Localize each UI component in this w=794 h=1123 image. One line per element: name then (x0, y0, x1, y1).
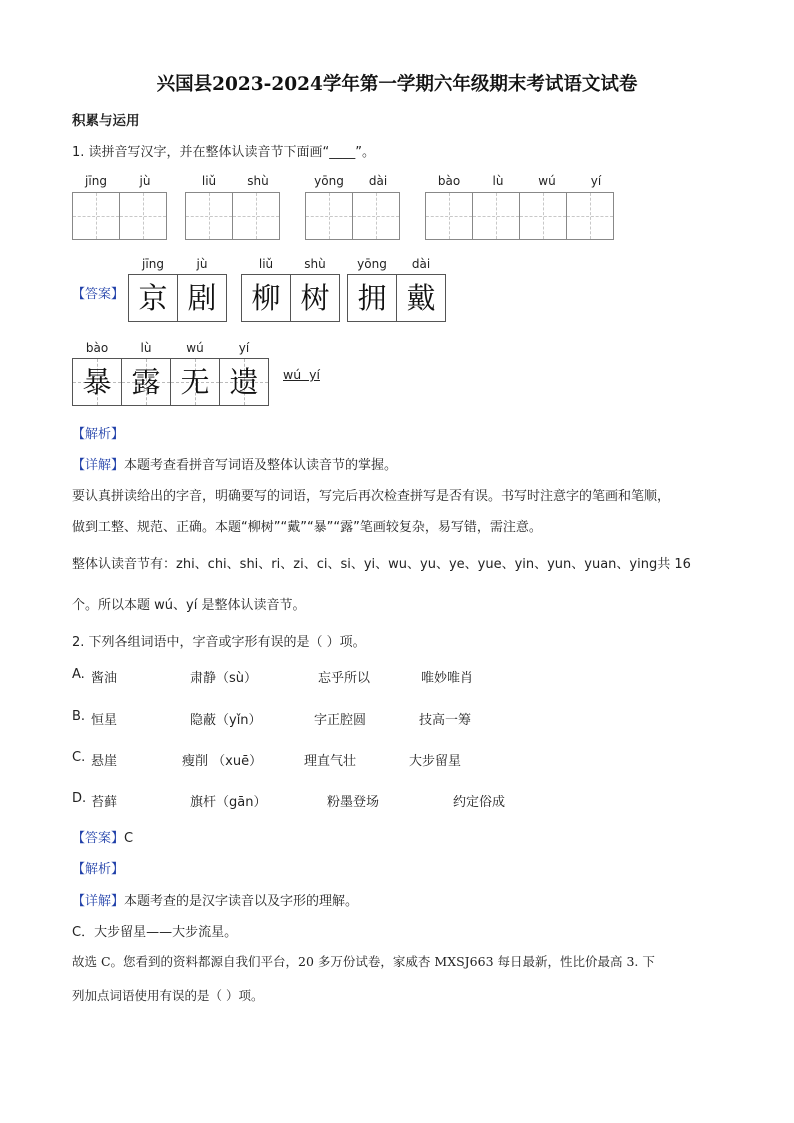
explanation-line: 做到工整、规范、正确。本题“柳树”“戴”“暴”“露”笔画较复杂，易写错，需注意。 (72, 520, 542, 535)
option-b-label: B. (72, 709, 86, 724)
q2-answer: 【答案】C (72, 831, 134, 846)
answer-char-cell: 遗 (219, 358, 269, 406)
page-title: 兴国县2023-2024学年第一学期六年级期末考试语文试卷 (156, 74, 638, 95)
writing-cell[interactable] (232, 192, 280, 240)
pinyin: liǔ (201, 174, 217, 188)
pinyin: lù (492, 174, 504, 188)
section-heading: 积累与运用 (72, 113, 140, 129)
q2-detail-line: 【详解】本题考查的是汉字读音以及字形的理解。 (72, 894, 359, 909)
pinyin: yōng (357, 257, 387, 271)
writing-cell[interactable] (305, 192, 353, 240)
pinyin: shù (247, 174, 269, 188)
pinyin: lù (140, 341, 152, 355)
option-d-word: 约定俗成 (453, 795, 506, 810)
pinyin: yí (238, 341, 250, 355)
writing-cell[interactable] (566, 192, 614, 240)
option-c-word: 理直气壮 (304, 754, 357, 769)
option-a-label: A. (72, 667, 85, 682)
q2-explanation-line: C．大步留星——大步流星。 (72, 925, 238, 940)
q2-stem: 2. 下列各组词语中，字音或字形有误的是（ ）项。 (72, 635, 366, 650)
option-c-word: 悬崖 (91, 754, 118, 769)
underlined-syllables: wú yí (283, 367, 320, 382)
q2-explanation-line: 故选 C。您看到的资料都源自我们平台，20 多万份试卷，家威杏 MXSJ663 每日最新，性比价最高 3. 下 (72, 954, 655, 969)
option-a-word: 酱油 (91, 671, 118, 686)
option-b-word: 恒星 (91, 713, 118, 728)
option-a-word: 唯妙唯肖 (421, 671, 474, 686)
q1-stem: 1. 读拼音写汉字，并在整体认读音节下面画“____”。 (72, 145, 376, 160)
option-d-word: 旗杆（gān） (190, 795, 267, 810)
pinyin: dài (368, 174, 388, 188)
pinyin: yí (590, 174, 602, 188)
writing-cell[interactable] (472, 192, 520, 240)
answer-char-cell: 剧 (177, 274, 227, 322)
explanation-line: 要认真拼读给出的字音，明确要写的词语，写完后再次检查拼写是否有误。书写时注意字的笔画和笔顺， (72, 489, 671, 504)
pinyin: bào (85, 341, 109, 355)
pinyin: jīng (85, 174, 107, 188)
explanation-line: 整体认读音节有：zhi、chi、shi、ri、zi、ci、si、yi、wu、yu、ye、yue、yin、yun、yuan、ying共 16 (72, 557, 691, 572)
writing-cell[interactable] (519, 192, 567, 240)
answer-char-cell: 暴 (72, 358, 122, 406)
writing-cell[interactable] (119, 192, 167, 240)
pinyin: wú (538, 174, 556, 188)
pinyin: wú (186, 341, 204, 355)
answer-label: 【答案】 (72, 287, 125, 302)
pinyin: jù (139, 174, 151, 188)
pinyin: dài (411, 257, 431, 271)
pinyin: jīng (142, 257, 164, 271)
answer-char-cell: 戴 (396, 274, 446, 322)
pinyin: jù (196, 257, 208, 271)
option-a-word: 忘乎所以 (318, 671, 371, 686)
q3-stem-line: 列加点词语使用有误的是（ ）项。 (72, 988, 264, 1003)
option-c-word: 瘦削 （xuē） (182, 754, 263, 769)
explanation-line: 个。所以本题 wú、yí 是整体认读音节。 (72, 598, 306, 613)
option-d-label: D. (72, 791, 87, 806)
answer-char-cell: 露 (121, 358, 171, 406)
answer-char-cell: 柳 (241, 274, 291, 322)
pinyin: bào (437, 174, 461, 188)
writing-cell[interactable] (352, 192, 400, 240)
writing-cell[interactable] (185, 192, 233, 240)
option-c-label: C. (72, 750, 86, 765)
pinyin: shù (304, 257, 326, 271)
option-b-word: 字正腔圆 (314, 713, 367, 728)
pinyin: liǔ (258, 257, 274, 271)
detail-line: 【详解】本题考查看拼音写词语及整体认读音节的掌握。 (72, 458, 398, 473)
option-b-word: 技高一筹 (419, 713, 472, 728)
q2-analysis-label: 【解析】 (72, 862, 125, 877)
option-c-word: 大步留星 (409, 754, 462, 769)
writing-cell[interactable] (425, 192, 473, 240)
option-d-word: 粉墨登场 (327, 795, 380, 810)
answer-char-cell: 拥 (347, 274, 397, 322)
pinyin: yōng (314, 174, 344, 188)
answer-char-cell: 无 (170, 358, 220, 406)
answer-char-cell: 树 (290, 274, 340, 322)
option-b-word: 隐蔽（yǐn） (190, 713, 262, 728)
option-a-word: 肃静（sù） (190, 671, 258, 686)
option-d-word: 苔藓 (91, 795, 118, 810)
analysis-label: 【解析】 (72, 427, 125, 442)
writing-cell[interactable] (72, 192, 120, 240)
answer-char-cell: 京 (128, 274, 178, 322)
